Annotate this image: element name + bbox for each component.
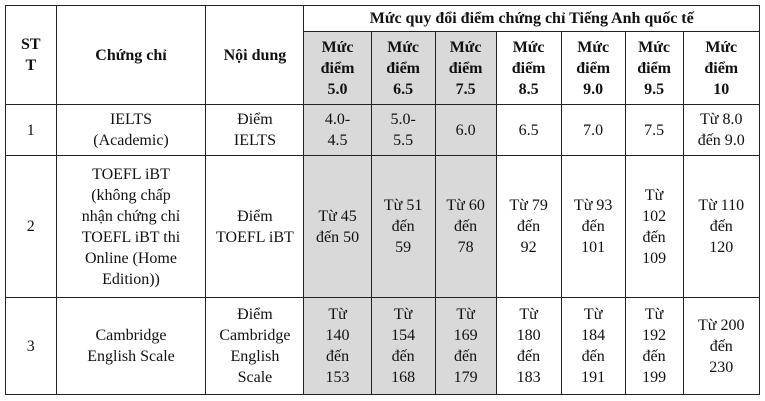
row-stt: 2 <box>6 156 57 298</box>
score-cell: 7.0 <box>561 105 625 156</box>
score-cell: 6.0 <box>435 105 496 156</box>
score-cell: Từ 180 đến 183 <box>496 298 561 395</box>
row-certificate: TOEFL iBT (không chấp nhận chứng chỉ TOEFL iBT thi Online (Home Edition)) <box>56 156 206 298</box>
score-cell: Từ 79 đến 92 <box>496 156 561 298</box>
header-certificate: Chứng chỉ <box>56 6 206 105</box>
row-content: Điểm IELTS <box>206 105 304 156</box>
score-cell: Từ 45 đến 50 <box>304 156 371 298</box>
row-content: Điểm TOEFL iBT <box>206 156 304 298</box>
score-cell: Từ 184 đến 191 <box>561 298 625 395</box>
score-cell: Từ 110 đến 120 <box>683 156 760 298</box>
row-stt: 3 <box>6 298 57 395</box>
row-stt: 1 <box>6 105 57 156</box>
score-cell: 6.5 <box>496 105 561 156</box>
score-cell: Từ 93 đến 101 <box>561 156 625 298</box>
score-cell: Từ 192 đến 199 <box>625 298 683 395</box>
header-level-5-0: Mức điểm 5.0 <box>304 32 371 105</box>
header-level-7-5: Mức điểm 7.5 <box>435 32 496 105</box>
score-cell: Từ 140 đến 153 <box>304 298 371 395</box>
header-stt: ST T <box>6 6 57 105</box>
score-conversion-table <box>5 5 760 395</box>
header-level-8-5: Mức điểm 8.5 <box>496 32 561 105</box>
header-level-10: Mức điểm 10 <box>683 32 760 105</box>
score-cell: 5.0- 5.5 <box>371 105 435 156</box>
header-level-9-0: Mức điểm 9.0 <box>561 32 625 105</box>
score-cell: Từ 154 đến 168 <box>371 298 435 395</box>
header-level-9-5: Mức điểm 9.5 <box>625 32 683 105</box>
table-row <box>6 298 760 395</box>
row-certificate: IELTS (Academic) <box>56 105 206 156</box>
score-cell: 4.0- 4.5 <box>304 105 371 156</box>
score-cell: Từ 51 đến 59 <box>371 156 435 298</box>
score-cell: Từ 60 đến 78 <box>435 156 496 298</box>
row-certificate: Cambridge English Scale <box>56 298 206 395</box>
header-conversion-group: Mức quy đổi điểm chứng chỉ Tiếng Anh quốc tế <box>304 6 760 32</box>
score-cell: Từ 169 đến 179 <box>435 298 496 395</box>
header-content: Nội dung <box>206 6 304 105</box>
score-cell: Từ 8.0 đến 9.0 <box>683 105 760 156</box>
row-content: Điểm Cambridge English Scale <box>206 298 304 395</box>
score-cell: Từ 102 đến 109 <box>625 156 683 298</box>
score-cell: 7.5 <box>625 105 683 156</box>
header-level-6-5: Mức điểm 6.5 <box>371 32 435 105</box>
table-row <box>6 105 760 156</box>
score-cell: Từ 200 đến 230 <box>683 298 760 395</box>
table-row <box>6 156 760 298</box>
